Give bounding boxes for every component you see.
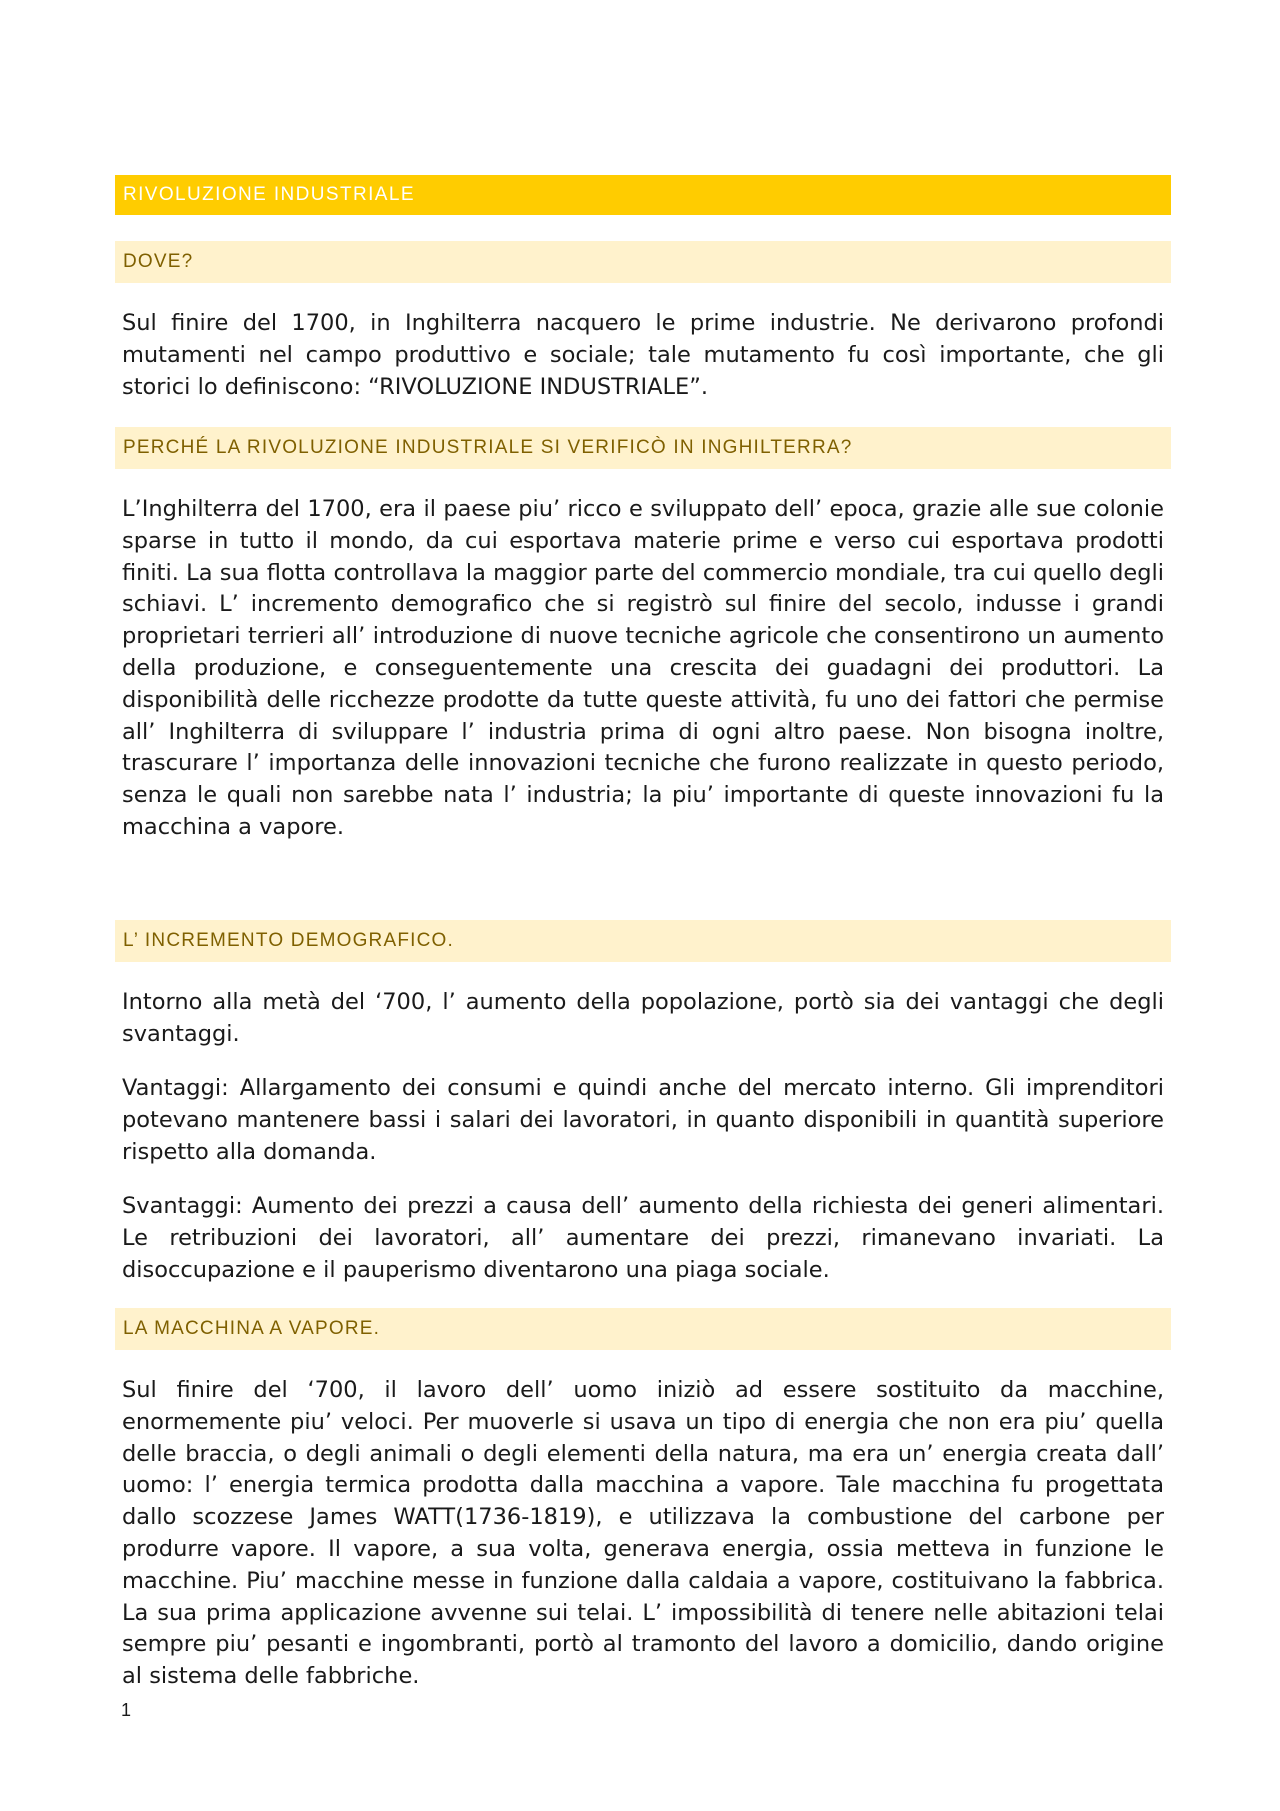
section-heading-incremento-demografico: L’ INCREMENTO DEMOGRAFICO.	[115, 920, 1171, 962]
section-paragraph: L’Inghilterra del 1700, era il paese piu’ ricco e sviluppato dell’ epoca, grazie alle sue colonie sparse in tutto il mondo, da cui esportava materie prime e verso cui esportava prodotti finiti. La sua flotta controllava la maggior parte del commercio mondiale, tra cui quello degli schiavi. L’ incremento demografico che si registrò sul finire del secolo, indusse i grandi proprietari terrieri all’ introduzione di nuove tecniche agricole che consentirono un aumento della produzione, e conseguentemente una crescita dei guadagni dei produttori. La disponibilità delle ricchezze prodotte da tutte queste attività, fu uno dei fattori che permise all’ Inghilterra di sviluppare l’ industria prima di ogni altro paese. Non bisogna inoltre, trascurare l’ importanza delle innovazioni tecniche che furono realizzate in questo periodo, senza le quali non sarebbe nata l’ industria; la piu’ importante di queste innovazioni fu la macchina a vapore.	[122, 496, 1164, 840]
section-paragraph: Sul finire del 1700, in Inghilterra nacquero le prime industrie. Ne derivarono profondi mutamenti nel campo produttivo e sociale; tale mutamento fu così importante, che gli storici lo definiscono: “RIVOLUZIONE INDUSTRIALE”.	[122, 310, 1164, 400]
document-title: RIVOLUZIONE INDUSTRIALE	[115, 175, 1171, 215]
section-paragraph: Intorno alla metà del ‘700, l’ aumento della popolazione, portò sia dei vantaggi che degli svantaggi.	[122, 989, 1164, 1047]
section-heading-perche: PERCHÉ LA RIVOLUZIONE INDUSTRIALE SI VERIFICÒ IN INGHILTERRA?	[115, 427, 1171, 469]
page-number: 1	[121, 1700, 132, 1720]
section-paragraph-svantaggi: Svantaggi: Aumento dei prezzi a causa dell’ aumento della richiesta dei generi alimentari. Le retribuzioni dei lavoratori, all’ aumentare dei prezzi, rimanevano invariati. La disoccupazione e il pauperismo diventarono una piaga sociale.	[122, 1193, 1164, 1283]
section-heading-macchina-a-vapore: LA MACCHINA A VAPORE.	[115, 1308, 1171, 1350]
section-paragraph-vantaggi: Vantaggi: Allargamento dei consumi e quindi anche del mercato interno. Gli imprenditori potevano mantenere bassi i salari dei lavoratori, in quanto disponibili in quantità superiore rispetto alla domanda.	[122, 1075, 1164, 1165]
section-heading-dove: DOVE?	[115, 241, 1171, 283]
section-paragraph: Sul finire del ‘700, il lavoro dell’ uomo iniziò ad essere sostituito da macchine, enormemente piu’ veloci. Per muoverle si usava un tipo di energia che non era piu’ quella delle braccia, o degli animali o degli elementi della natura, ma era un’ energia creata dall’ uomo: l’ energia termica prodotta dalla macchina a vapore. Tale macchina fu progettata dallo scozzese James WATT(1736-1819), e utilizzava la combustione del carbone per produrre vapore. Il vapore, a sua volta, generava energia, ossia metteva in funzione le macchine. Piu’ macchine messe in funzione dalla caldaia a vapore, costituivano la fabbrica. La sua prima applicazione avvenne sui telai. L’ impossibilità di tenere nelle abitazioni telai sempre piu’ pesanti e ingombranti, portò al tramonto del lavoro a domicilio, dando origine al sistema delle fabbriche.	[122, 1377, 1164, 1690]
